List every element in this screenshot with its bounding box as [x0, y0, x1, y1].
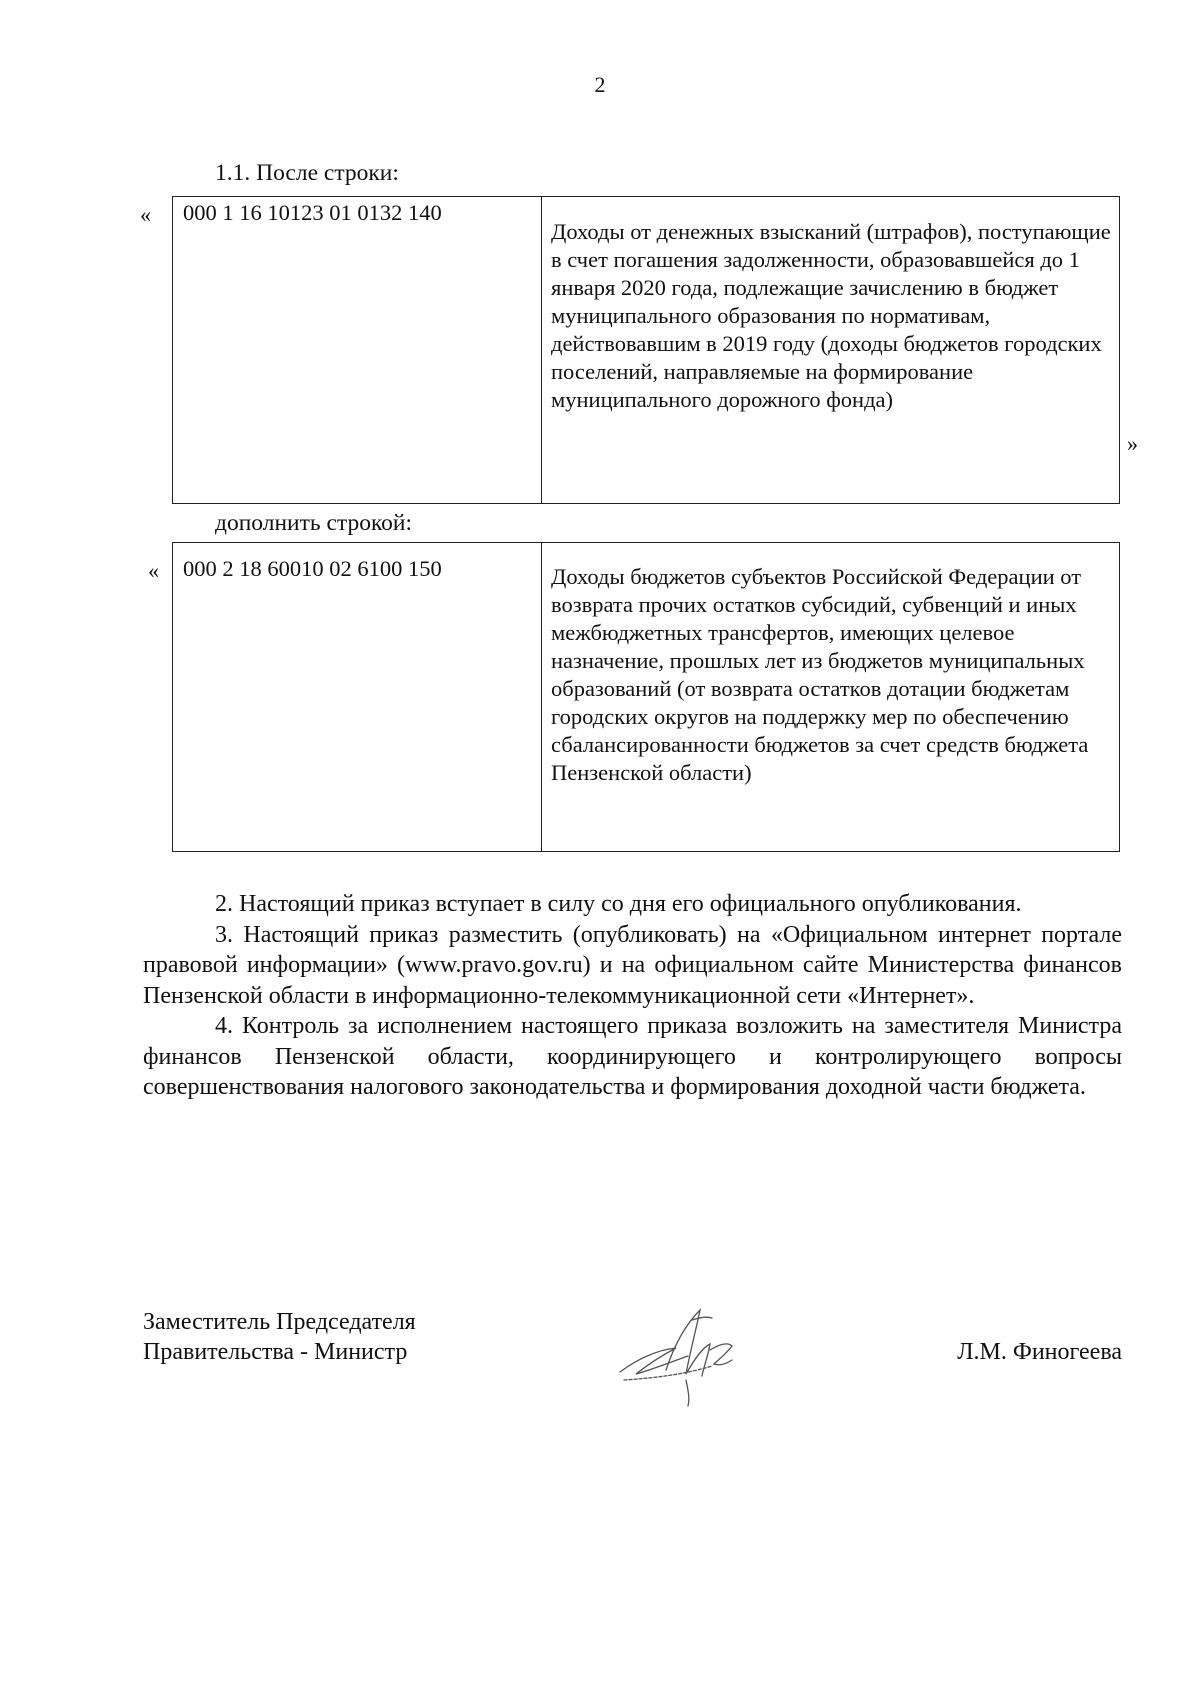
budget-code: 000 1 16 10123 01 0132 140 [183, 200, 442, 225]
table-row [173, 543, 1120, 852]
paragraph-2: 2. Настоящий приказ вступает в силу со дня его официального опубликования. [215, 891, 1022, 917]
budget-code-description: Доходы бюджетов субъектов Российской Федерации от возврата прочих остатков субсидий, субвенций и иных межбюджетных трансфертов, имеющих целевое назначение, прошлых лет из бюджетов муниципальных образований (от возврата остатков дотации бюджетам городских округов на поддержку мер по обеспечению сбалансированности бюджетов за счет средств бюджета Пензенской области) [551, 564, 1089, 785]
open-quote: « [148, 558, 159, 583]
budget-code-cell [173, 543, 542, 852]
budget-code-cell [173, 197, 542, 504]
position-line-2: Правительства - Министр [143, 1339, 408, 1365]
page-number: 2 [594, 72, 606, 97]
budget-code-description: Доходы от денежных взысканий (штрафов), поступающие в счет погашения задолженности, образовавшейся до 1 января 2020 года, подлежащие зачислению в бюджет муниципального образования по нормативам, действовавшим в 2019 году (доходы бюджетов городских поселений, направляемые на формирование муниципального дорожного фонда) [551, 219, 1111, 412]
description-cell [542, 197, 1120, 504]
supplement-label: дополнить строкой: [215, 510, 413, 536]
new-code-table [172, 542, 1120, 852]
existing-code-table [172, 196, 1120, 504]
item-1-1-label: 1.1. После строки: [215, 160, 399, 186]
signatory-position [143, 1307, 416, 1367]
close-quote: » [1127, 431, 1138, 456]
signatory-name: Л.М. Финогеева [957, 1339, 1122, 1365]
open-quote: « [140, 202, 151, 227]
description-cell [542, 543, 1120, 852]
handwritten-signature [616, 1300, 746, 1410]
paragraph-4: 4. Контроль за исполнением настоящего приказа возложить на заместителя Министра финансов Пензенской области, координирующего и контролирующего вопросы совершенствования налогового законодательства и формирования доходной части бюджета. [143, 1013, 1122, 1100]
table-row [173, 197, 1120, 504]
paragraph-3: 3. Настоящий приказ разместить (опубликовать) на «Официальном интернет портале правовой информации» (www.pravo.gov.ru) и на официальном сайте Министерства финансов Пензенской области в информационно-телекоммуникационной сети «Интернет». [143, 921, 1122, 1009]
order-body [143, 889, 1122, 1103]
position-line-1: Заместитель Председателя [143, 1309, 416, 1335]
budget-code: 000 2 18 60010 02 6100 150 [183, 556, 442, 581]
